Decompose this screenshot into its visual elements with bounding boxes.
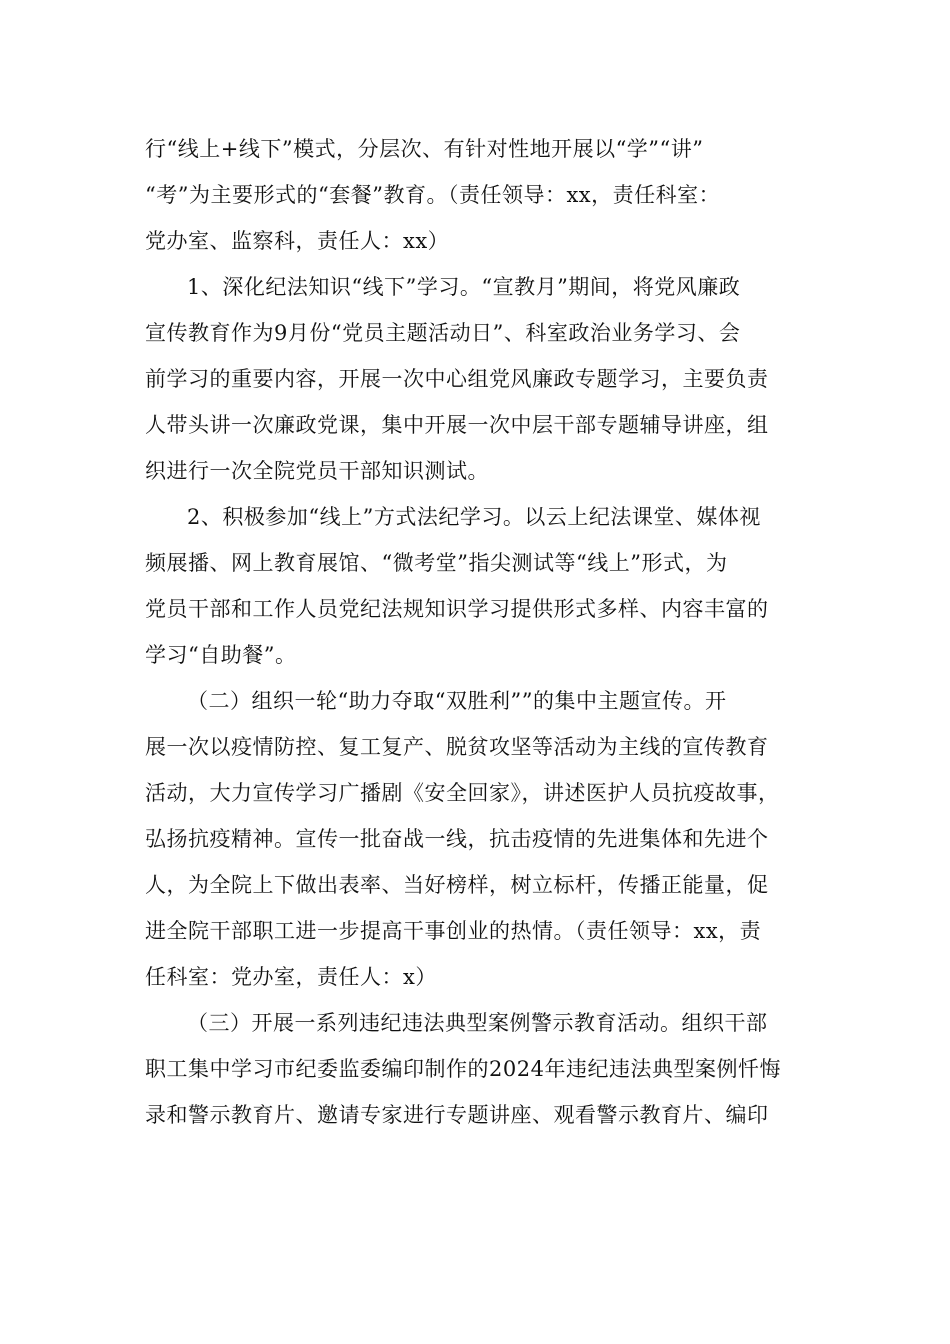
paragraph-item-1	[145, 264, 805, 494]
text-line: 活动，大力宣传学习广播剧《安全回家》，讲述医护人员抗疫故事，	[145, 781, 780, 805]
text-line: 频展播、网上教育展馆、“微考堂”指尖测试等“线上”形式，为	[145, 551, 728, 575]
text-line: 行“线上+线下”模式，分层次、有针对性地开展以“学”“讲”	[145, 137, 704, 161]
paragraph-section-2	[145, 678, 805, 1000]
text-line: 党办室、监察科，责任人：xx）	[145, 229, 450, 253]
text-line: 录和警示教育片、邀请专家进行专题讲座、观看警示教育片、编印	[145, 1103, 769, 1127]
text-line: （二）组织一轮“助力夺取“双胜利””的集中主题宣传。开	[187, 689, 727, 713]
text-line: （三）开展一系列违纪违法典型案例警示教育活动。组织干部	[187, 1011, 768, 1035]
text-line: 1、深化纪法知识“线下”学习。“宣教月”期间，将党风廉政	[187, 275, 741, 299]
text-line: 职工集中学习市纪委监委编印制作的2024年违纪违法典型案例忏悔	[145, 1057, 781, 1081]
text-line: 展一次以疫情防控、复工复产、脱贫攻坚等活动为主线的宣传教育	[145, 735, 769, 759]
text-line: 前学习的重要内容，开展一次中心组党风廉政专题学习，主要负责	[145, 367, 769, 391]
text-line: 弘扬抗疫精神。宣传一批奋战一线，抗击疫情的先进集体和先进个	[145, 827, 769, 851]
paragraph-item-2	[145, 494, 805, 678]
text-line: 党员干部和工作人员党纪法规知识学习提供形式多样、内容丰富的	[145, 597, 769, 621]
document-body	[145, 126, 805, 1138]
paragraph-section-3	[145, 1000, 805, 1138]
text-line: “考”为主要形式的“套餐”教育。（责任领导：xx，责任科室：	[145, 183, 721, 207]
text-line: 2、积极参加“线上”方式法纪学习。以云上纪法课堂、媒体视	[187, 505, 761, 529]
text-line: 宣传教育作为9月份“党员主题活动日”、科室政治业务学习、会	[145, 321, 741, 345]
paragraph-continuation	[145, 126, 805, 264]
text-line: 织进行一次全院党员干部知识测试。	[145, 459, 489, 483]
text-line: 任科室：党办室，责任人：x）	[145, 965, 437, 989]
text-line: 人，为全院上下做出表率、当好榜样，树立标杆，传播正能量，促	[145, 873, 769, 897]
text-line: 学习“自助餐”。	[145, 643, 297, 667]
text-line: 人带头讲一次廉政党课，集中开展一次中层干部专题辅导讲座，组	[145, 413, 769, 437]
text-line: 进全院干部职工进一步提高干事创业的热情。（责任领导：xx，责	[145, 919, 762, 943]
